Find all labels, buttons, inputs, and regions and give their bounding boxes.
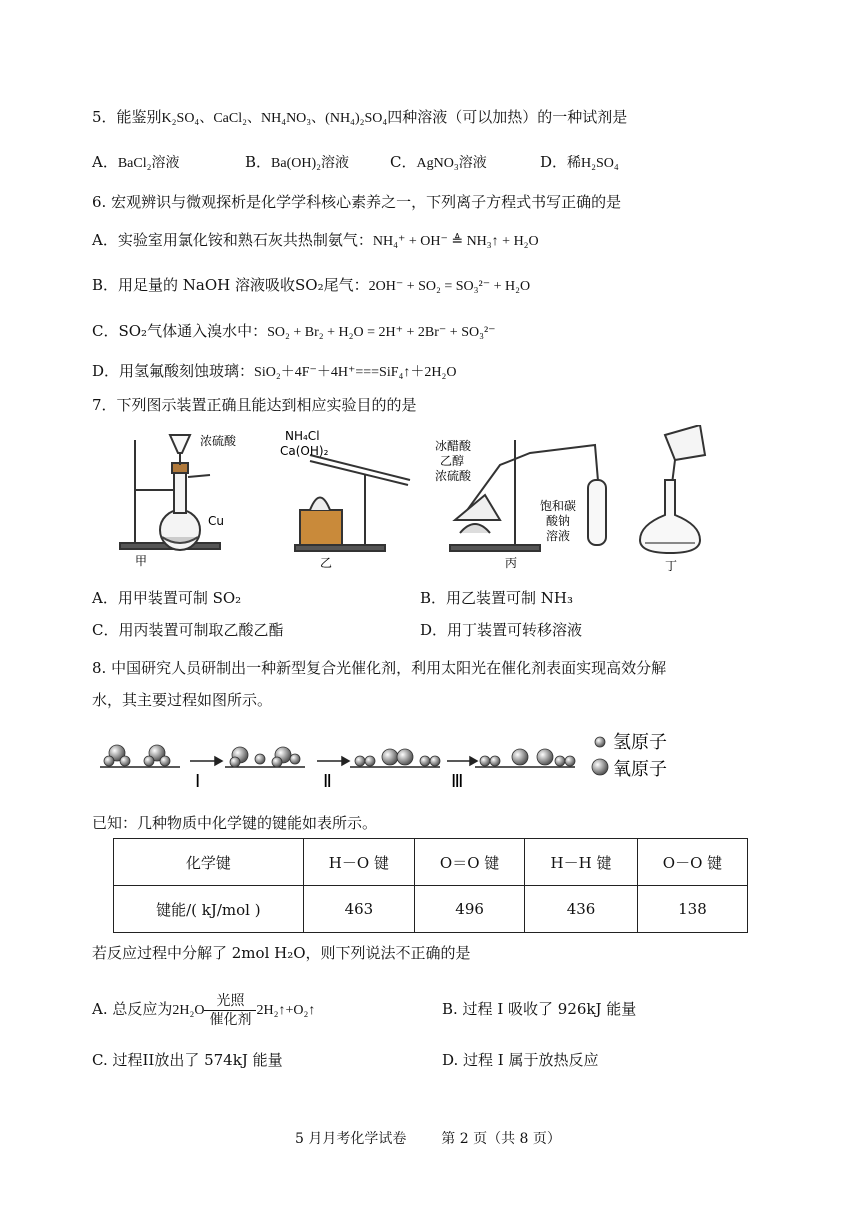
q6-option-b: B．用足量的 NaOH 溶液吸收SO₂尾气：2OH⁻ + SO₂ = SO₃²⁻ + H₂O bbox=[92, 276, 531, 294]
label-yi-reagent2: Ca(OH)₂ bbox=[280, 444, 329, 458]
q7-stem: 7．下列图示装置正确且能达到相应实验目的的是 bbox=[92, 396, 417, 414]
q8-stem-line1: 8. 中国研究人员研制出一种新型复合光催化剂，利用太阳光在催化剂表面实现高效分解 bbox=[92, 659, 667, 677]
label-jia-reagent: 浓硫酸 bbox=[200, 434, 237, 448]
step-label-3: Ⅲ bbox=[451, 771, 464, 791]
apparatus-yi bbox=[295, 455, 410, 551]
table-row-label: 键能/( kJ/mol ) bbox=[114, 886, 304, 933]
table-header-cell: O－O 键 bbox=[637, 839, 747, 886]
q8-option-d: D. 过程 I 属于放热反应 bbox=[442, 1051, 599, 1069]
table-header-cell: 化学键 bbox=[114, 839, 304, 886]
label-yi-name: 乙 bbox=[320, 556, 333, 570]
apparatus-jia bbox=[120, 435, 220, 550]
label-bing-reagent1: 冰醋酸 bbox=[435, 439, 472, 453]
apparatus-bing bbox=[450, 440, 606, 551]
table-cell: 463 bbox=[303, 886, 414, 933]
q7-apparatus-figure bbox=[110, 425, 730, 575]
q6-stem: 6. 宏观辨识与微观探析是化学学科核心素养之一，下列离子方程式书写正确的是 bbox=[92, 193, 622, 211]
table-header-cell: O＝O 键 bbox=[415, 839, 525, 886]
q5-option-a: A．BaCl₂溶液 bbox=[92, 153, 180, 171]
label-bing-reagent2: 乙醇 bbox=[440, 454, 465, 468]
q8-known: 已知：几种物质中化学键的键能如表所示。 bbox=[92, 814, 378, 832]
q5-option-b: B．Ba(OH)₂溶液 bbox=[245, 153, 350, 171]
reaction-condition: $\frac{\text{光照}}{\text{催化剂}}$ bbox=[204, 992, 256, 1029]
label-bing-soln2: 酸钠 bbox=[546, 514, 571, 528]
apparatus-ding bbox=[640, 425, 705, 553]
label-bing-soln3: 溶液 bbox=[546, 529, 571, 543]
legend-hydrogen: 氢原子 bbox=[613, 732, 667, 753]
q8-condition: 若反应过程中分解了 2mol H₂O，则下列说法不正确的是 bbox=[92, 944, 471, 962]
legend-oxygen: 氧原子 bbox=[613, 759, 667, 780]
step-label-1: Ⅰ bbox=[195, 771, 201, 791]
q7-option-c: C．用丙装置可制取乙酸乙酯 bbox=[92, 621, 284, 639]
bond-energy-table bbox=[113, 838, 748, 933]
q5-formula: K₂SO₄、CaCl₂、NH₄NO₃、(NH₄)₂SO₄ bbox=[161, 111, 388, 126]
q6-option-a: A．实验室用氯化铵和熟石灰共热制氨气：NH₄⁺ + OH⁻ ≜ NH₃↑ + H₂O bbox=[92, 231, 539, 249]
q8-process-figure bbox=[95, 725, 695, 795]
footer bbox=[295, 1128, 561, 1150]
q8-stem-line2: 水，其主要过程如图所示。 bbox=[92, 691, 273, 709]
label-bing-name: 丙 bbox=[505, 556, 518, 570]
q5-option-d: D．稀H₂SO₄ bbox=[540, 153, 619, 171]
q7-option-d: D．用丁装置可转移溶液 bbox=[420, 621, 583, 639]
label-jia-name: 甲 bbox=[135, 554, 148, 568]
table-row bbox=[114, 886, 748, 933]
label-bing-reagent3: 浓硫酸 bbox=[435, 469, 472, 483]
label-ding-name: 丁 bbox=[665, 559, 678, 573]
q8-option-c: C. 过程II放出了 574kJ 能量 bbox=[92, 1051, 283, 1069]
q7-option-b: B．用乙装置可制 NH₃ bbox=[420, 589, 574, 607]
q7-option-a: A．用甲装置可制 SO₂ bbox=[92, 589, 242, 607]
table-header-row bbox=[114, 839, 748, 886]
label-bing-soln1: 饱和碳 bbox=[540, 499, 577, 513]
footer-title: 5 月月考化学试卷 bbox=[295, 1131, 407, 1147]
label-yi-reagent1: NH₄Cl bbox=[285, 429, 320, 443]
table-cell: 138 bbox=[637, 886, 747, 933]
q8-option-b: B. 过程 I 吸收了 926kJ 能量 bbox=[442, 1000, 637, 1018]
table-cell: 496 bbox=[415, 886, 525, 933]
q5-option-c: C．AgNO₃溶液 bbox=[390, 153, 487, 171]
table-cell: 436 bbox=[525, 886, 638, 933]
q8-option-a: A. 总反应为2H₂O $\frac{\text{光照}}{\text{催化剂}}$ 2H₂↑+O₂↑ bbox=[92, 992, 316, 1028]
label-jia-metal: Cu bbox=[208, 514, 224, 528]
step-label-2: Ⅱ bbox=[323, 771, 332, 791]
table-header-cell: H－O 键 bbox=[303, 839, 414, 886]
q6-option-d: D．用氢氟酸刻蚀玻璃：SiO₂＋4F⁻＋4H⁺===SiF₄↑＋2H₂O bbox=[92, 362, 457, 380]
table-header-cell: H－H 键 bbox=[525, 839, 638, 886]
q6-option-c: C．SO₂气体通入溴水中：SO₂ + Br₂ + H₂O = 2H⁺ + 2Br⁻ + SO₃²⁻ bbox=[92, 322, 496, 340]
q5-stem: 5．能鉴别K₂SO₄、CaCl₂、NH₄NO₃、(NH₄)₂SO₄四种溶液（可以加热）的一种试剂是 bbox=[92, 108, 628, 126]
footer-page: 第 2 页（共 8 页） bbox=[441, 1131, 561, 1147]
